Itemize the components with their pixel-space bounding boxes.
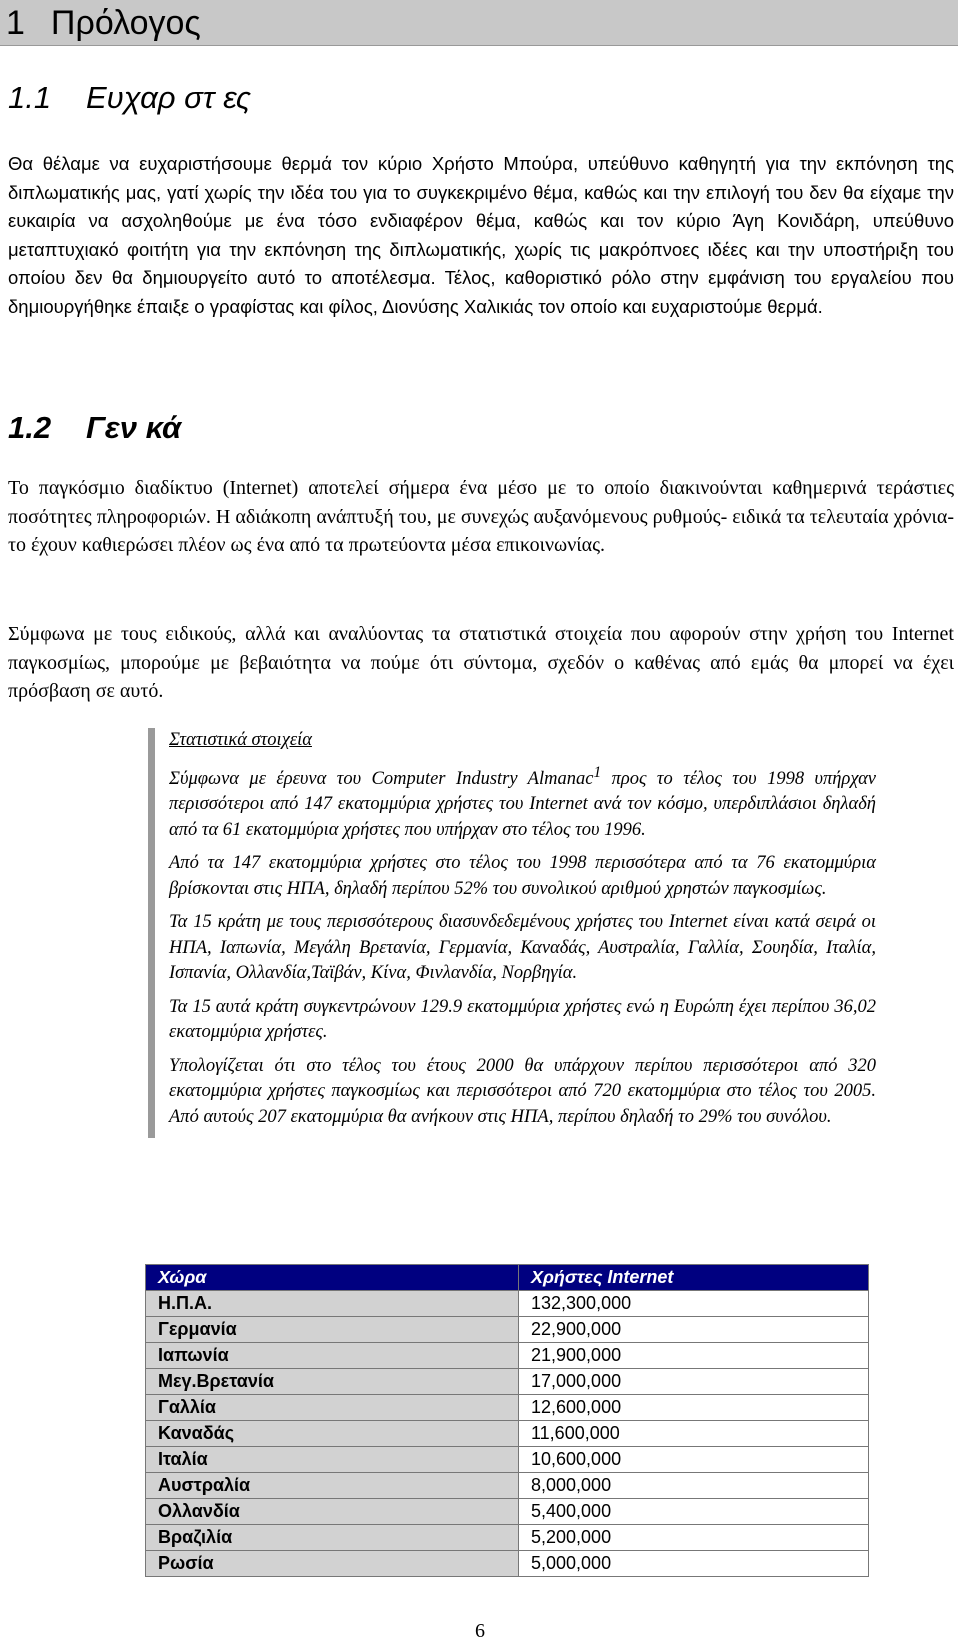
section-heading-general (8, 410, 181, 446)
users-cell: 21,900,000 (519, 1343, 869, 1369)
country-cell: Γερμανία (146, 1317, 519, 1343)
country-cell: Μεγ.Βρετανία (146, 1369, 519, 1395)
country-cell: Βραζιλία (146, 1525, 519, 1551)
section-title: Γεν κά (86, 410, 182, 445)
users-cell: 8,000,000 (519, 1473, 869, 1499)
table-row (146, 1291, 869, 1317)
table-row (146, 1499, 869, 1525)
users-cell: 12,600,000 (519, 1395, 869, 1421)
chapter-number: 1 (6, 4, 25, 42)
section-heading-acknowledgements (8, 80, 251, 116)
users-cell: 11,600,000 (519, 1421, 869, 1447)
table-header-row (146, 1265, 869, 1291)
table-row (146, 1473, 869, 1499)
table-row (146, 1369, 869, 1395)
statistics-paragraph: Από τα 147 εκατομμύρια χρήστες στο τέλος του 1998 περισσότερα από τα 76 εκατομμύρια βρίσκονται στις ΗΠΑ, δηλαδή περίπου 52% του συνολικού αριθμού χρηστών παγκοσμίως. (169, 853, 876, 899)
statistics-title: Στατιστικά στοιχεία (169, 730, 312, 750)
users-cell: 5,400,000 (519, 1499, 869, 1525)
table-row (146, 1395, 869, 1421)
country-cell: Ιαπωνία (146, 1343, 519, 1369)
table-row (146, 1317, 869, 1343)
users-cell: 132,300,000 (519, 1291, 869, 1317)
statistics-paragraph: Τα 15 κράτη με τους περισσότερους διασυνδεδεμένους χρήστες του Internet είναι κατά σειρά οι ΗΠΑ, Ιαπωνία, Μεγάλη Βρετανία, Γερμανία, Καναδάς, Αυστραλία, Γαλλία, Σουηδία, Ιταλία, Ισπανία, Ολλανδία,Ταϊβάν, Κίνα, Φινλανδία, Νορβηγία. (169, 912, 876, 984)
country-cell: Ρωσία (146, 1551, 519, 1577)
section-title: Ευχαρ στ ες (86, 80, 251, 115)
table-row (146, 1421, 869, 1447)
country-cell: Γαλλία (146, 1395, 519, 1421)
page-number: 6 (475, 1620, 485, 1642)
users-cell: 22,900,000 (519, 1317, 869, 1343)
chapter-heading (0, 0, 958, 46)
acknowledgements-paragraph: Θα θέλαμε να ευχαριστήσουμε θερμά τον κύριο Χρήστο Μπούρα, υπεύθυνο καθηγητή για την εκπόνηση της διπλωματικής μας, γατί χωρίς την ιδέα του για το συγκεκριμένο θέμα, καθώς και την επιλογή του δεν θα είχαμε την ευκαιρία να ασχοληθούμε με ένα τόσο ενδιαφέρον θέμα, καθώς και τον κύριο Άγη Κονιδάρη, υπεύθυνο μεταπτυχιακό φοιτήτη για την εκπόνηση της διπλωματικής, χωρίς τις μακρόπνοες ιδέες και την υποστήριξη του οποίου δεν θα δημιουργείτο αυτό το αποτέλεσμα. Τέλος, καθοριστικό ρόλο στην εμφάνιση του εργαλείου που δημιουργήθηκε έπαιξε ο γραφίστας και φίλος, Διονύσης Χαλικιάς τον οποίο και ευχαριστούμε θερμά. (8, 153, 954, 317)
header-users: Χρήστες Internet (519, 1265, 869, 1291)
section-number: 1.2 (8, 410, 52, 445)
table-row (146, 1525, 869, 1551)
statistics-paragraph (169, 760, 876, 844)
country-cell: Ιταλία (146, 1447, 519, 1473)
internet-users-table (145, 1264, 869, 1577)
users-cell: 17,000,000 (519, 1369, 869, 1395)
country-cell: Η.Π.Α. (146, 1291, 519, 1317)
statistics-text: Σύμφωνα με έρευνα του Computer Industry Almanac (169, 768, 594, 789)
country-cell: Ολλανδία (146, 1499, 519, 1525)
general-paragraph-1: Το παγκόσμιο διαδίκτυο (Internet) αποτελεί σήμερα ένα μέσο με το οποίο διακινούνται καθημερινά τεράστιες ποσότητες πληροφοριών. Η αδιάκοπη ανάπτυξή του, με συνεχώς αυξανόμενους ρυθμούς- ειδικά τα τελευταία χρόνια- το έχουν καθιερώσει πλέον ως ένα από τα πρωτεύοντα μέσα επικοινωνίας. (8, 477, 954, 556)
footnote-marker[interactable]: 1 (593, 763, 602, 781)
statistics-paragraph: Υπολογίζεται ότι στο τέλος του έτους 2000 θα υπάρχουν περίπου περισσότεροι από 320 εκατομμύρια χρήστες παγκοσμίως και περισσότεροι από 720 εκατομμύρια στο τέλος του 2005. Από αυτούς 207 εκατομμύρια θα ανήκουν στις ΗΠΑ, περίπου δηλαδή το 29% του συνόλου. (169, 1055, 876, 1127)
general-paragraph-2: Σύμφωνα με τους ειδικούς, αλλά και αναλύοντας τα στατιστικά στοιχεία που αφορούν στην χρήση του Internet παγκοσμίως, μπορούμε με βεβαιότητα να πούμε ότι σύντομα, σχεδόν ο καθένας από εμάς θα μπορεί να έχει πρόσβαση σε αυτό. (8, 623, 954, 702)
statistics-box (148, 728, 876, 1138)
header-country: Χώρα (146, 1265, 519, 1291)
country-cell: Αυστραλία (146, 1473, 519, 1499)
users-cell: 10,600,000 (519, 1447, 869, 1473)
table-row (146, 1343, 869, 1369)
statistics-paragraph: Τα 15 αυτά κράτη συγκεντρώνουν 129.9 εκατομμύρια χρήστες ενώ η Ευρώπη έχει περίπου 36,02 εκατομμύρια χρήστες. (169, 996, 876, 1043)
users-cell: 5,000,000 (519, 1551, 869, 1577)
users-cell: 5,200,000 (519, 1525, 869, 1551)
chapter-title: Πρόλογος (50, 4, 201, 42)
section-number: 1.1 (8, 80, 52, 115)
table-row (146, 1551, 869, 1577)
statistics-text: προς το τέλος του 1998 υπήρχαν περισσότεροι από 147 εκατομμύρια χρήστες του Internet ανά τον κόσμο, υπερδιπλάσιοι δηλαδή από τα 61 εκατομμύρια χρήστες που υπήρχαν στο τέλος του 1996. (169, 768, 876, 840)
table-row (146, 1447, 869, 1473)
country-cell: Καναδάς (146, 1421, 519, 1447)
